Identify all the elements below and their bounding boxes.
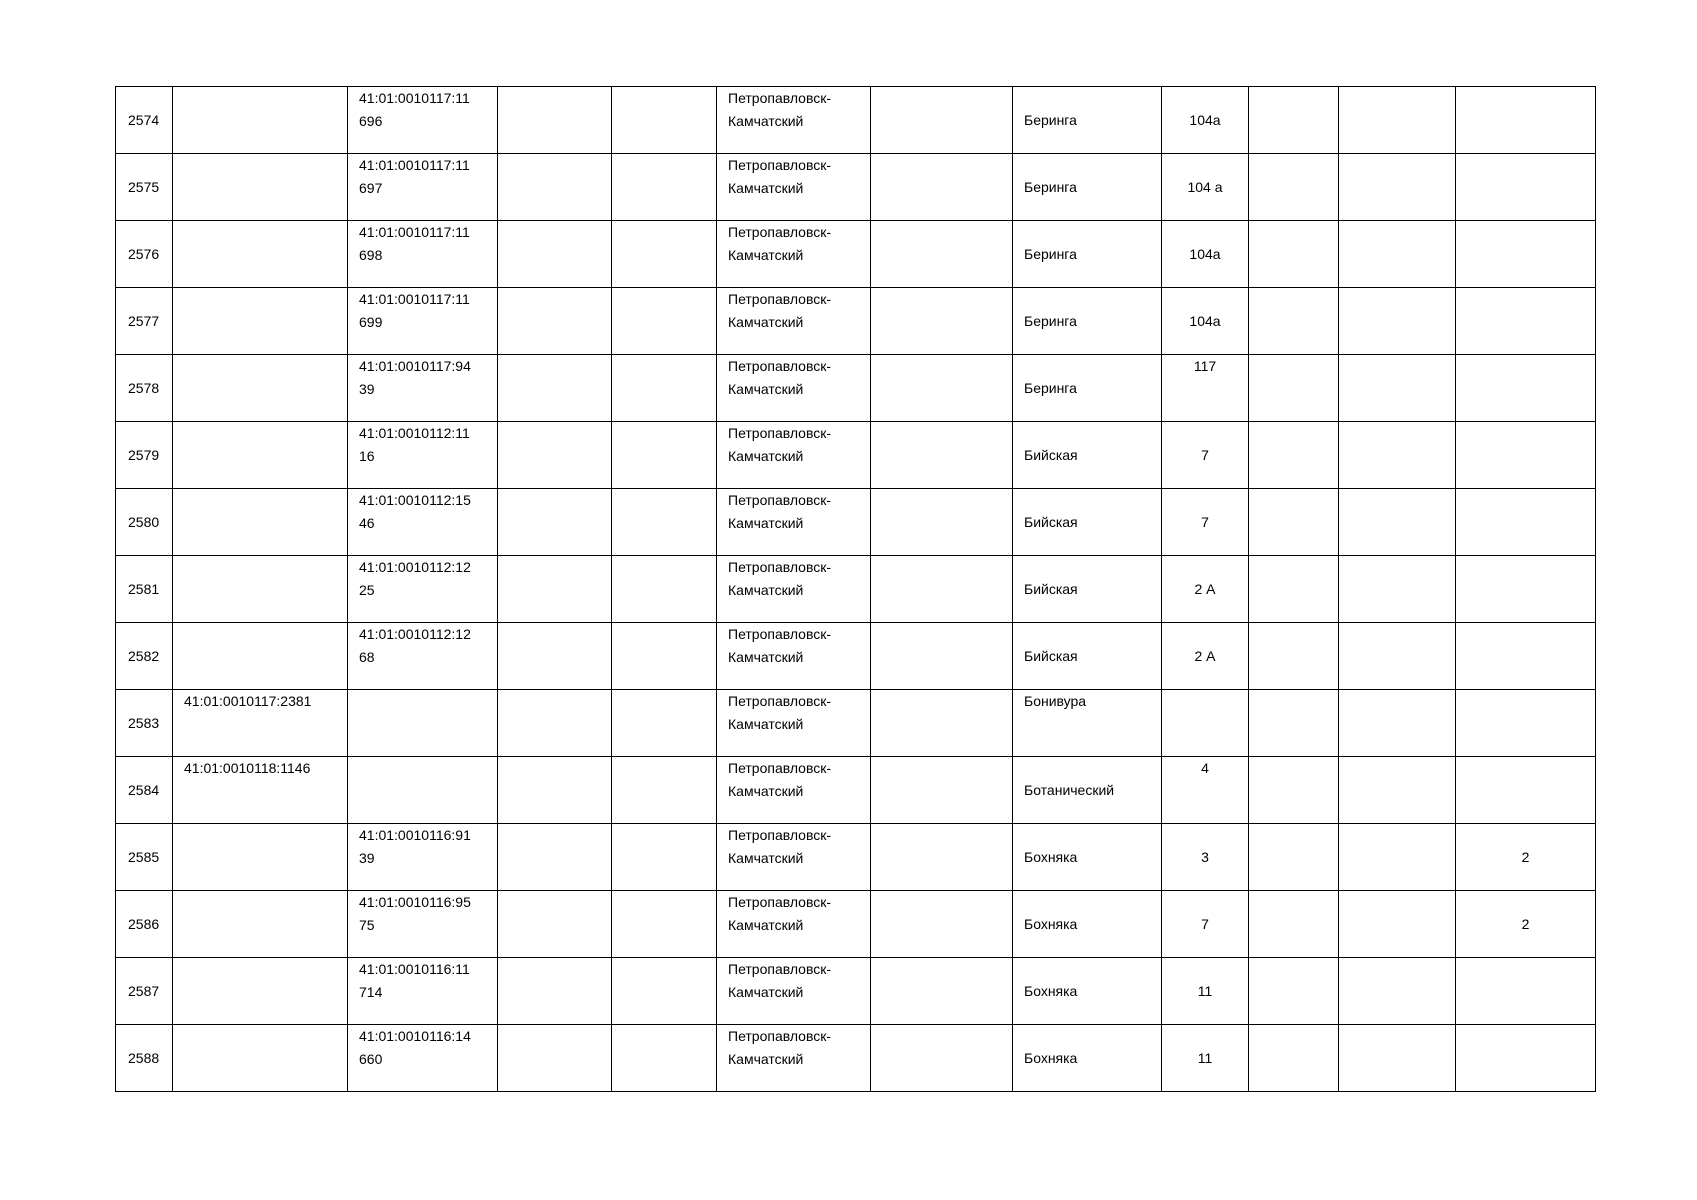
empty-cell <box>498 690 612 757</box>
empty-cell <box>612 556 717 623</box>
empty-cell <box>871 958 1013 1025</box>
empty-cell <box>612 87 717 154</box>
object-cadastral-number-cell <box>348 556 498 623</box>
city-cell <box>717 87 871 154</box>
empty-cell <box>612 958 717 1025</box>
street-text: Бохняка <box>1024 848 1078 865</box>
empty-cell <box>612 623 717 690</box>
extra-number-cell <box>1456 824 1596 891</box>
land-cadastral-number-cell <box>173 891 348 958</box>
land-cadastral-number-cell <box>173 288 348 355</box>
object-cadastral-number-text: 41:01:0010116:14 660 <box>359 1028 471 1067</box>
street-cell <box>1013 489 1162 556</box>
row-number-text: 2588 <box>128 1049 160 1066</box>
empty-cell <box>871 556 1013 623</box>
city-cell <box>717 154 871 221</box>
empty-cell <box>1339 623 1456 690</box>
extra-number-cell <box>1456 891 1596 958</box>
house-number-cell <box>1162 154 1249 221</box>
row-number-text: 2587 <box>128 982 160 999</box>
street-text: Беринга <box>1024 111 1077 128</box>
empty-cell <box>1339 690 1456 757</box>
house-number-cell <box>1162 489 1249 556</box>
street-cell <box>1013 757 1162 824</box>
street-text: Бохняка <box>1024 915 1078 932</box>
empty-cell <box>1339 1025 1456 1092</box>
row-number-cell <box>116 556 173 623</box>
empty-cell <box>1249 958 1339 1025</box>
object-cadastral-number-text: 41:01:0010116:91 39 <box>359 827 471 866</box>
house-number-cell <box>1162 556 1249 623</box>
object-cadastral-number-cell <box>348 757 498 824</box>
extra-number-cell <box>1456 757 1596 824</box>
object-cadastral-number-cell <box>348 288 498 355</box>
city-cell <box>717 489 871 556</box>
row-number-text: 2579 <box>128 446 160 463</box>
empty-cell <box>612 824 717 891</box>
street-text: Бийская <box>1024 647 1078 664</box>
street-cell <box>1013 221 1162 288</box>
city-text: Петропавловск- Камчатский <box>728 425 832 464</box>
house-number-cell <box>1162 422 1249 489</box>
empty-cell <box>612 1025 717 1092</box>
extra-number-cell <box>1456 623 1596 690</box>
land-cadastral-number-cell <box>173 556 348 623</box>
land-cadastral-number-cell <box>173 489 348 556</box>
object-cadastral-number-text: 41:01:0010112:11 16 <box>359 425 470 464</box>
house-number-cell <box>1162 623 1249 690</box>
empty-cell <box>498 221 612 288</box>
extra-number-cell <box>1456 958 1596 1025</box>
street-cell <box>1013 824 1162 891</box>
object-cadastral-number-cell <box>348 422 498 489</box>
extra-number-cell <box>1456 87 1596 154</box>
house-number-text: 11 <box>1197 1049 1213 1066</box>
extra-number-text: 2 <box>1521 915 1530 932</box>
house-number-cell <box>1162 690 1249 757</box>
table-row <box>116 1025 1596 1092</box>
extra-number-cell <box>1456 221 1596 288</box>
object-cadastral-number-text: 41:01:0010117:11 698 <box>359 224 470 263</box>
row-number-cell <box>116 288 173 355</box>
house-number-text: 104 а <box>1187 178 1223 195</box>
empty-cell <box>1339 154 1456 221</box>
empty-cell <box>871 824 1013 891</box>
empty-cell <box>1339 757 1456 824</box>
empty-cell <box>1249 690 1339 757</box>
city-cell <box>717 1025 871 1092</box>
empty-cell <box>871 355 1013 422</box>
row-number-text: 2584 <box>128 781 160 798</box>
object-cadastral-number-text: 41:01:0010112:15 46 <box>359 492 471 531</box>
city-text: Петропавловск- Камчатский <box>728 90 832 129</box>
city-text: Петропавловск- Камчатский <box>728 358 832 397</box>
row-number-cell <box>116 489 173 556</box>
empty-cell <box>1339 288 1456 355</box>
land-cadastral-number-cell <box>173 87 348 154</box>
row-number-cell <box>116 958 173 1025</box>
city-cell <box>717 288 871 355</box>
city-cell <box>717 355 871 422</box>
row-number-text: 2580 <box>128 513 160 530</box>
empty-cell <box>1249 757 1339 824</box>
object-cadastral-number-cell <box>348 154 498 221</box>
empty-cell <box>871 690 1013 757</box>
land-cadastral-number-text: 41:01:0010118:1146 <box>184 760 311 776</box>
city-cell <box>717 958 871 1025</box>
row-number-cell <box>116 221 173 288</box>
object-cadastral-number-text: 41:01:0010117:94 39 <box>359 358 471 397</box>
land-cadastral-number-cell <box>173 958 348 1025</box>
empty-cell <box>498 824 612 891</box>
land-cadastral-number-cell <box>173 1025 348 1092</box>
object-cadastral-number-cell <box>348 355 498 422</box>
street-text: Беринга <box>1024 312 1077 329</box>
extra-number-text: 2 <box>1521 848 1530 865</box>
house-number-cell <box>1162 288 1249 355</box>
row-number-cell <box>116 757 173 824</box>
street-cell <box>1013 958 1162 1025</box>
extra-number-cell <box>1456 489 1596 556</box>
street-text: Ботанический <box>1024 781 1115 798</box>
empty-cell <box>498 154 612 221</box>
empty-cell <box>871 623 1013 690</box>
row-number-text: 2585 <box>128 848 160 865</box>
city-text: Петропавловск- Камчатский <box>728 559 832 598</box>
empty-cell <box>871 87 1013 154</box>
row-number-cell <box>116 891 173 958</box>
street-cell <box>1013 355 1162 422</box>
empty-cell <box>498 355 612 422</box>
land-cadastral-number-cell <box>173 221 348 288</box>
house-number-cell <box>1162 891 1249 958</box>
empty-cell <box>1249 355 1339 422</box>
empty-cell <box>612 355 717 422</box>
empty-cell <box>612 757 717 824</box>
empty-cell <box>612 489 717 556</box>
house-number-cell <box>1162 1025 1249 1092</box>
city-text: Петропавловск- Камчатский <box>728 626 832 665</box>
empty-cell <box>612 690 717 757</box>
city-cell <box>717 891 871 958</box>
empty-cell <box>1249 221 1339 288</box>
table-row <box>116 489 1596 556</box>
land-cadastral-number-cell <box>173 154 348 221</box>
empty-cell <box>498 623 612 690</box>
house-number-text: 7 <box>1201 513 1209 530</box>
object-cadastral-number-cell <box>348 690 498 757</box>
table-row <box>116 221 1596 288</box>
empty-cell <box>1339 422 1456 489</box>
house-number-cell <box>1162 824 1249 891</box>
empty-cell <box>1249 824 1339 891</box>
row-number-cell <box>116 623 173 690</box>
house-number-cell <box>1162 221 1249 288</box>
object-cadastral-number-cell <box>348 1025 498 1092</box>
city-text: Петропавловск- Камчатский <box>728 492 832 531</box>
empty-cell <box>498 891 612 958</box>
object-cadastral-number-cell <box>348 489 498 556</box>
object-cadastral-number-cell <box>348 824 498 891</box>
extra-number-cell <box>1456 355 1596 422</box>
empty-cell <box>498 958 612 1025</box>
street-text: Бохняка <box>1024 1049 1078 1066</box>
row-number-cell <box>116 422 173 489</box>
city-text: Петропавловск- Камчатский <box>728 157 832 196</box>
land-cadastral-number-cell <box>173 355 348 422</box>
table-row <box>116 154 1596 221</box>
row-number-cell <box>116 154 173 221</box>
land-cadastral-number-text: 41:01:0010117:2381 <box>184 693 312 709</box>
city-text: Петропавловск- Камчатский <box>728 1028 832 1067</box>
table-row <box>116 757 1596 824</box>
house-number-cell <box>1162 757 1249 824</box>
empty-cell <box>1339 221 1456 288</box>
row-number-cell <box>116 355 173 422</box>
object-cadastral-number-text: 41:01:0010116:11 714 <box>359 961 470 1000</box>
house-number-text: 2 А <box>1194 580 1216 597</box>
city-cell <box>717 422 871 489</box>
city-cell <box>717 221 871 288</box>
street-text: Бийская <box>1024 446 1078 463</box>
street-text: Бийская <box>1024 580 1078 597</box>
empty-cell <box>1249 1025 1339 1092</box>
street-text: Бохняка <box>1024 982 1078 999</box>
row-number-text: 2575 <box>128 178 160 195</box>
street-text: Бийская <box>1024 513 1078 530</box>
empty-cell <box>498 489 612 556</box>
house-number-text: 4 <box>1201 760 1209 776</box>
table-row <box>116 87 1596 154</box>
house-number-text: 104а <box>1189 111 1221 128</box>
empty-cell <box>871 154 1013 221</box>
city-text: Петропавловск- Камчатский <box>728 291 832 330</box>
extra-number-cell <box>1456 288 1596 355</box>
city-text: Петропавловск- Камчатский <box>728 827 832 866</box>
table-row <box>116 623 1596 690</box>
street-text: Бонивура <box>1024 693 1087 709</box>
empty-cell <box>1339 87 1456 154</box>
house-number-text: 7 <box>1201 446 1209 463</box>
empty-cell <box>871 757 1013 824</box>
row-number-text: 2581 <box>128 580 160 597</box>
empty-cell <box>612 891 717 958</box>
empty-cell <box>871 288 1013 355</box>
table-row <box>116 355 1596 422</box>
row-number-cell <box>116 87 173 154</box>
object-cadastral-number-cell <box>348 958 498 1025</box>
city-text: Петропавловск- Камчатский <box>728 760 832 799</box>
street-cell <box>1013 87 1162 154</box>
city-text: Петропавловск- Камчатский <box>728 961 832 1000</box>
empty-cell <box>871 1025 1013 1092</box>
row-number-text: 2586 <box>128 915 160 932</box>
empty-cell <box>1249 422 1339 489</box>
city-cell <box>717 556 871 623</box>
land-cadastral-number-cell <box>173 623 348 690</box>
object-cadastral-number-cell <box>348 623 498 690</box>
table-row <box>116 556 1596 623</box>
house-number-text: 7 <box>1201 915 1209 932</box>
city-text: Петропавловск- Камчатский <box>728 693 832 732</box>
house-number-text: 11 <box>1197 982 1213 999</box>
empty-cell <box>871 422 1013 489</box>
row-number-text: 2574 <box>128 111 160 128</box>
empty-cell <box>612 154 717 221</box>
row-number-text: 2577 <box>128 312 160 329</box>
object-cadastral-number-text: 41:01:0010112:12 25 <box>359 559 471 598</box>
city-cell <box>717 690 871 757</box>
empty-cell <box>1249 891 1339 958</box>
street-cell <box>1013 891 1162 958</box>
row-number-text: 2578 <box>128 379 160 396</box>
land-cadastral-number-cell <box>173 422 348 489</box>
land-cadastral-number-cell <box>173 757 348 824</box>
street-text: Беринга <box>1024 379 1077 396</box>
extra-number-cell <box>1456 556 1596 623</box>
city-cell <box>717 623 871 690</box>
street-text: Беринга <box>1024 178 1077 195</box>
empty-cell <box>1339 355 1456 422</box>
street-cell <box>1013 1025 1162 1092</box>
row-number-text: 2582 <box>128 647 160 664</box>
extra-number-cell <box>1456 422 1596 489</box>
city-text: Петропавловск- Камчатский <box>728 894 832 933</box>
street-cell <box>1013 690 1162 757</box>
address-registry-table <box>115 86 1596 1092</box>
house-number-text: 117 <box>1193 358 1217 374</box>
empty-cell <box>1339 824 1456 891</box>
table-row <box>116 958 1596 1025</box>
street-cell <box>1013 623 1162 690</box>
empty-cell <box>498 87 612 154</box>
land-cadastral-number-cell <box>173 690 348 757</box>
table-row <box>116 422 1596 489</box>
row-number-text: 2583 <box>128 714 160 731</box>
empty-cell <box>498 422 612 489</box>
object-cadastral-number-cell <box>348 221 498 288</box>
empty-cell <box>612 221 717 288</box>
house-number-text: 3 <box>1201 848 1209 865</box>
house-number-cell <box>1162 87 1249 154</box>
object-cadastral-number-text: 41:01:0010117:11 696 <box>359 90 470 129</box>
city-cell <box>717 824 871 891</box>
house-number-cell <box>1162 958 1249 1025</box>
empty-cell <box>1249 556 1339 623</box>
house-number-text: 2 А <box>1194 647 1216 664</box>
house-number-cell <box>1162 355 1249 422</box>
city-cell <box>717 757 871 824</box>
object-cadastral-number-text: 41:01:0010117:11 699 <box>359 291 470 330</box>
extra-number-cell <box>1456 1025 1596 1092</box>
extra-number-cell <box>1456 690 1596 757</box>
empty-cell <box>498 288 612 355</box>
street-cell <box>1013 288 1162 355</box>
object-cadastral-number-text: 41:01:0010112:12 68 <box>359 626 471 665</box>
empty-cell <box>612 422 717 489</box>
empty-cell <box>612 288 717 355</box>
table-row <box>116 690 1596 757</box>
object-cadastral-number-text: 41:01:0010117:11 697 <box>359 157 470 196</box>
land-cadastral-number-cell <box>173 824 348 891</box>
table-row <box>116 288 1596 355</box>
table-row <box>116 824 1596 891</box>
empty-cell <box>871 221 1013 288</box>
table-body <box>116 87 1596 1092</box>
row-number-cell <box>116 824 173 891</box>
street-text: Беринга <box>1024 245 1077 262</box>
street-cell <box>1013 556 1162 623</box>
row-number-cell <box>116 1025 173 1092</box>
table-row <box>116 891 1596 958</box>
empty-cell <box>871 891 1013 958</box>
house-number-text: 104а <box>1189 312 1221 329</box>
empty-cell <box>1249 489 1339 556</box>
empty-cell <box>1249 87 1339 154</box>
object-cadastral-number-cell <box>348 87 498 154</box>
row-number-text: 2576 <box>128 245 160 262</box>
house-number-text: 104а <box>1189 245 1221 262</box>
empty-cell <box>1339 556 1456 623</box>
street-cell <box>1013 154 1162 221</box>
object-cadastral-number-text: 41:01:0010116:95 75 <box>359 894 471 933</box>
empty-cell <box>1339 891 1456 958</box>
empty-cell <box>1339 958 1456 1025</box>
empty-cell <box>498 556 612 623</box>
city-text: Петропавловск- Камчатский <box>728 224 832 263</box>
empty-cell <box>498 757 612 824</box>
empty-cell <box>1339 489 1456 556</box>
empty-cell <box>498 1025 612 1092</box>
empty-cell <box>1249 623 1339 690</box>
row-number-cell <box>116 690 173 757</box>
object-cadastral-number-cell <box>348 891 498 958</box>
street-cell <box>1013 422 1162 489</box>
extra-number-cell <box>1456 154 1596 221</box>
empty-cell <box>1249 288 1339 355</box>
empty-cell <box>871 489 1013 556</box>
empty-cell <box>1249 154 1339 221</box>
